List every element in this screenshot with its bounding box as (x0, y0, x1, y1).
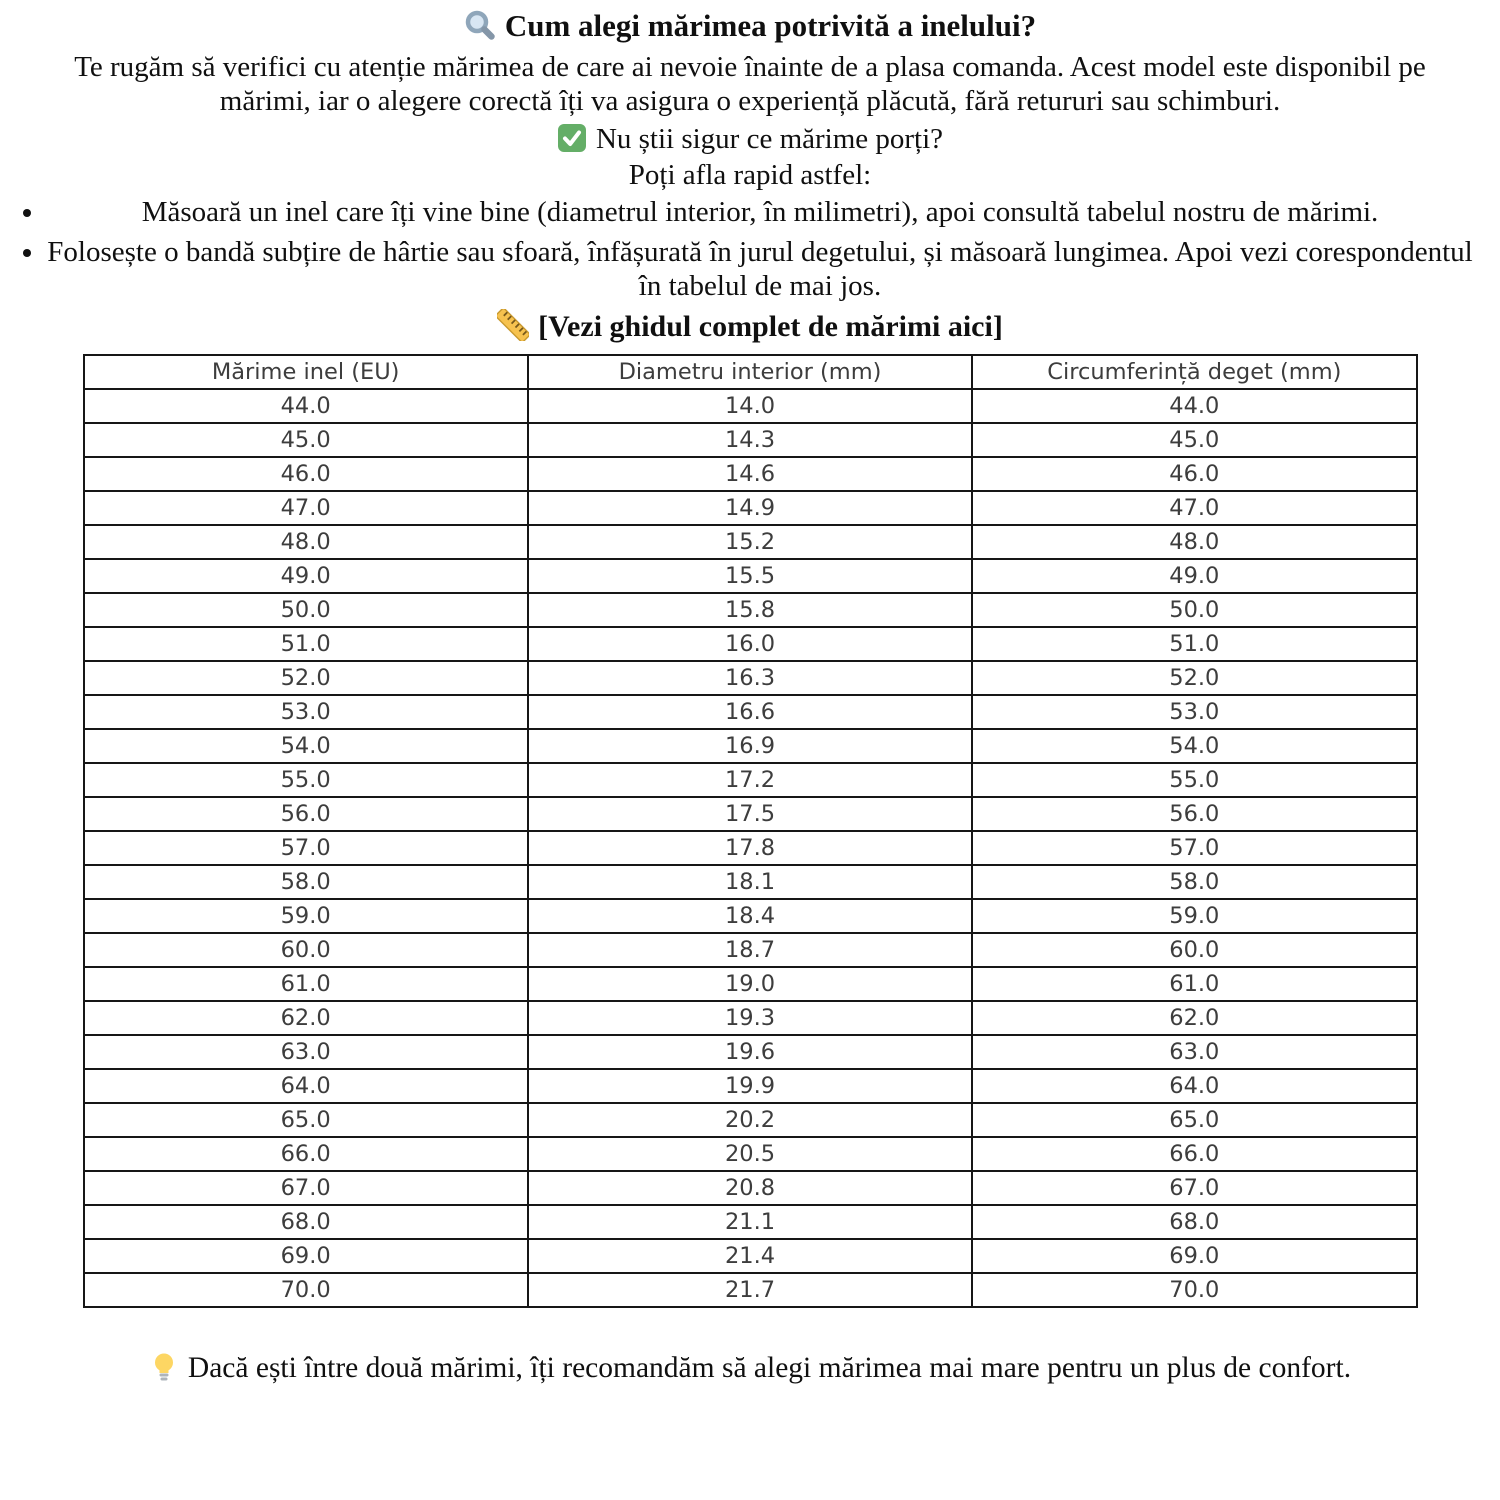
table-cell: 49.0 (972, 559, 1416, 593)
size-guide-link-text: [Vezi ghidul complet de mărimi aici] (538, 310, 1003, 344)
table-cell: 57.0 (84, 831, 528, 865)
table-cell: 60.0 (84, 933, 528, 967)
table-cell: 50.0 (972, 593, 1416, 627)
table-cell: 14.0 (528, 389, 972, 423)
table-cell: 49.0 (84, 559, 528, 593)
table-cell: 21.4 (528, 1239, 972, 1273)
table-row (84, 661, 1417, 695)
table-row (84, 763, 1417, 797)
table-cell: 61.0 (972, 967, 1416, 1001)
table-cell: 20.5 (528, 1137, 972, 1171)
table-cell: 16.0 (528, 627, 972, 661)
table-cell: 17.2 (528, 763, 972, 797)
table-cell: 58.0 (972, 865, 1416, 899)
table-cell: 17.5 (528, 797, 972, 831)
footer-tip-text: Dacă ești între două mărimi, îți recomandăm să alegi mărimea mai mare pentru un plus de confort. (187, 1352, 1352, 1385)
table-header-cell: Diametru interior (mm) (528, 355, 972, 389)
table-row (84, 525, 1417, 559)
table-cell: 18.1 (528, 865, 972, 899)
table-cell: 56.0 (972, 797, 1416, 831)
table-row (84, 1035, 1417, 1069)
table-cell: 47.0 (84, 491, 528, 525)
table-cell: 60.0 (972, 933, 1416, 967)
table-cell: 55.0 (84, 763, 528, 797)
table-cell: 19.6 (528, 1035, 972, 1069)
table-cell: 19.9 (528, 1069, 972, 1103)
table-row (84, 559, 1417, 593)
table-cell: 14.6 (528, 457, 972, 491)
table-cell: 14.9 (528, 491, 972, 525)
table-cell: 46.0 (972, 457, 1416, 491)
ring-size-table (83, 354, 1418, 1308)
table-cell: 64.0 (972, 1069, 1416, 1103)
footer-tip (10, 1350, 1490, 1387)
table-row (84, 627, 1417, 661)
table-cell: 20.8 (528, 1171, 972, 1205)
table-cell: 66.0 (84, 1137, 528, 1171)
table-row (84, 695, 1417, 729)
table-row (84, 1171, 1417, 1205)
table-row (84, 967, 1417, 1001)
light-bulb-icon (149, 1352, 179, 1382)
table-row (84, 1273, 1417, 1307)
table-cell: 62.0 (972, 1001, 1416, 1035)
table-cell: 67.0 (972, 1171, 1416, 1205)
table-row (84, 797, 1417, 831)
table-cell: 20.2 (528, 1103, 972, 1137)
table-cell: 15.8 (528, 593, 972, 627)
table-cell: 21.7 (528, 1273, 972, 1307)
table-cell: 47.0 (972, 491, 1416, 525)
size-question-text: Nu știi sigur ce mărime porți? (595, 123, 944, 156)
table-cell: 16.3 (528, 661, 972, 695)
table-cell: 68.0 (972, 1205, 1416, 1239)
table-cell: 59.0 (84, 899, 528, 933)
table-cell: 45.0 (972, 423, 1416, 457)
list-item: • Măsoară un inel care îți vine bine (diametrul interior, în milimetri), apoi consultă tabelul nostru de mărimi. (46, 195, 1474, 229)
check-mark-icon (557, 123, 587, 153)
magnifying-glass-icon (464, 9, 496, 41)
page-title-text: Cum alegi mărimea potrivită a inelului? (504, 8, 1037, 43)
table-header-cell: Circumferință deget (mm) (972, 355, 1416, 389)
table-cell: 51.0 (972, 627, 1416, 661)
table-cell: 18.4 (528, 899, 972, 933)
table-row (84, 1001, 1417, 1035)
table-cell: 54.0 (972, 729, 1416, 763)
table-cell: 16.6 (528, 695, 972, 729)
table-row (84, 491, 1417, 525)
page-title (24, 8, 1476, 44)
table-cell: 62.0 (84, 1001, 528, 1035)
size-table-body (84, 389, 1417, 1307)
table-row (84, 423, 1417, 457)
intro-paragraph: Te rugăm să verifici cu atenție mărimea de care ai nevoie înainte de a plasa comanda. Acest model este disponibil pe mărimi, iar o alegere corectă îți va asigura o experiență plăcută, fără retururi sau schimburi. (74, 50, 1426, 117)
hint-line: Poți afla rapid astfel: (628, 159, 872, 192)
table-cell: 15.5 (528, 559, 972, 593)
table-cell: 65.0 (84, 1103, 528, 1137)
measuring-tips-list (0, 195, 1500, 304)
list-item: • Folosește o bandă subțire de hârtie sau sfoară, înfășurată în jurul degetului, și măsoară lungimea. Apoi vezi corespondentul în tabelul de mai jos. (46, 235, 1474, 303)
table-cell: 63.0 (972, 1035, 1416, 1069)
table-cell: 48.0 (84, 525, 528, 559)
table-row (84, 1069, 1417, 1103)
table-row (84, 865, 1417, 899)
table-cell: 52.0 (972, 661, 1416, 695)
table-cell: 66.0 (972, 1137, 1416, 1171)
table-cell: 19.3 (528, 1001, 972, 1035)
table-cell: 21.1 (528, 1205, 972, 1239)
table-row (84, 933, 1417, 967)
table-cell: 52.0 (84, 661, 528, 695)
table-cell: 48.0 (972, 525, 1416, 559)
table-row (84, 593, 1417, 627)
table-cell: 45.0 (84, 423, 528, 457)
table-cell: 69.0 (84, 1239, 528, 1273)
table-cell: 55.0 (972, 763, 1416, 797)
table-cell: 70.0 (972, 1273, 1416, 1307)
table-cell: 53.0 (84, 695, 528, 729)
table-cell: 69.0 (972, 1239, 1416, 1273)
table-cell: 51.0 (84, 627, 528, 661)
table-cell: 67.0 (84, 1171, 528, 1205)
table-cell: 46.0 (84, 457, 528, 491)
table-cell: 59.0 (972, 899, 1416, 933)
table-cell: 14.3 (528, 423, 972, 457)
table-cell: 53.0 (972, 695, 1416, 729)
table-cell: 17.8 (528, 831, 972, 865)
table-cell: 44.0 (84, 389, 528, 423)
table-cell: 15.2 (528, 525, 972, 559)
table-cell: 63.0 (84, 1035, 528, 1069)
size-guide-link[interactable] (26, 309, 1474, 344)
table-cell: 16.9 (528, 729, 972, 763)
table-header-row (84, 355, 1417, 389)
table-cell: 64.0 (84, 1069, 528, 1103)
table-row (84, 457, 1417, 491)
ruler-icon (497, 309, 529, 341)
table-row (84, 1137, 1417, 1171)
table-cell: 54.0 (84, 729, 528, 763)
table-cell: 50.0 (84, 593, 528, 627)
table-cell: 44.0 (972, 389, 1416, 423)
table-cell: 70.0 (84, 1273, 528, 1307)
size-table-head (84, 355, 1417, 389)
table-cell: 19.0 (528, 967, 972, 1001)
table-row (84, 729, 1417, 763)
table-cell: 61.0 (84, 967, 528, 1001)
table-row (84, 1205, 1417, 1239)
table-row (84, 831, 1417, 865)
table-row (84, 899, 1417, 933)
table-cell: 65.0 (972, 1103, 1416, 1137)
table-row (84, 389, 1417, 423)
table-cell: 68.0 (84, 1205, 528, 1239)
table-row (84, 1103, 1417, 1137)
table-header-cell: Mărime inel (EU) (84, 355, 528, 389)
table-cell: 58.0 (84, 865, 528, 899)
size-question-line (26, 122, 1474, 156)
table-row (84, 1239, 1417, 1273)
table-cell: 57.0 (972, 831, 1416, 865)
table-cell: 18.7 (528, 933, 972, 967)
table-cell: 56.0 (84, 797, 528, 831)
